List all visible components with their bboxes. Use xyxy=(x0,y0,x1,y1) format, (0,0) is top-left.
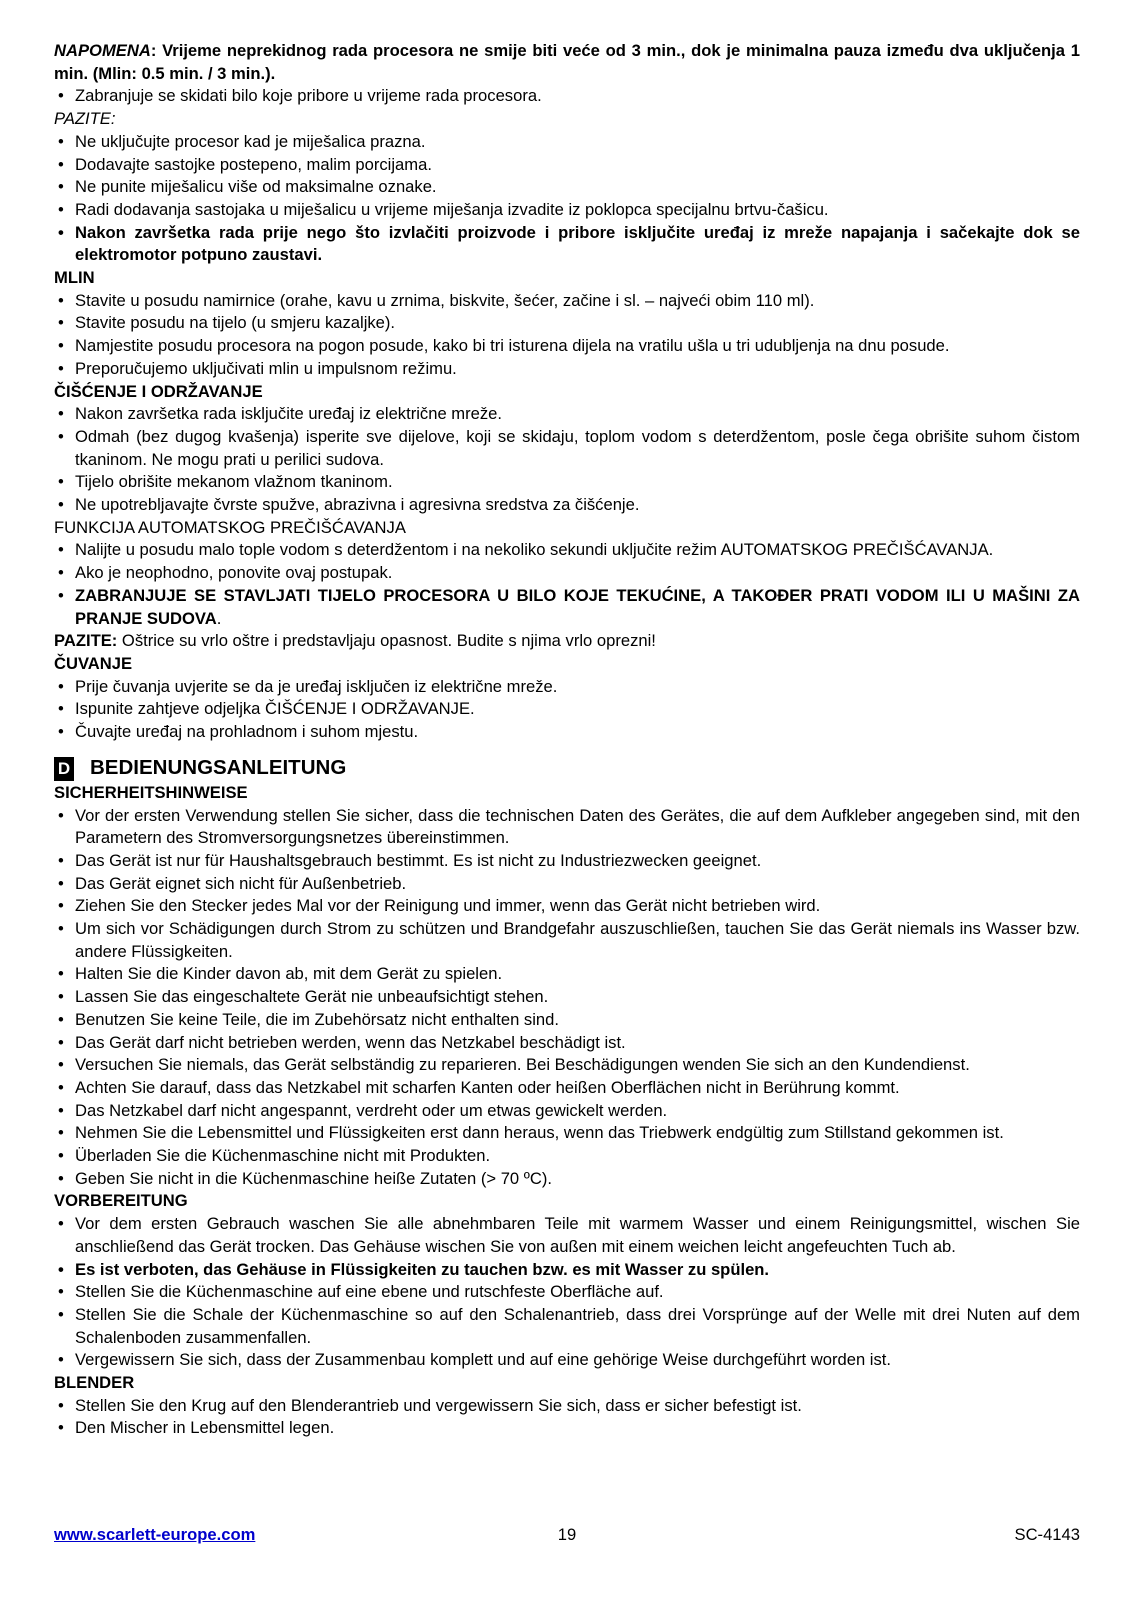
ciscenje-list xyxy=(54,403,1080,517)
section-heading-mlin: MLIN xyxy=(54,268,95,288)
note-label: NAPOMENA xyxy=(54,41,151,60)
page-footer xyxy=(54,1525,1080,1547)
section-heading-auto: FUNKCIJA AUTOMATSKOG PREČIŠĆAVANJA xyxy=(54,517,406,537)
list-item: • Überladen Sie die Küchenmaschine nicht mit Produkten. xyxy=(54,1145,1080,1168)
list-item: • Vor dem ersten Gebrauch waschen Sie alle abnehmbaren Teile mit warmem Wasser und einem Reinigungsmittel, wischen Sie anschließend das Gerät trocken. Das Gehäuse wischen Sie von außen mit einem weichen leicht angefeuchten Tuch ab. xyxy=(54,1213,1080,1258)
vorbereitung-list xyxy=(54,1213,1080,1372)
pazite-blades-text: Oštrice su vrlo oštre i predstavljaju opasnost. Budite s njima vrlo oprezni! xyxy=(117,631,656,651)
list-item: • Das Gerät eignet sich nicht für Außenbetrieb. xyxy=(54,873,1080,896)
note-text: : Vrijeme neprekidnog rada procesora ne smije biti veće od 3 min., dok je minimalna pauza između dva uključenja 1 min. (Mlin: 0.5 min. / 3 min.). xyxy=(54,41,1080,83)
list-item: • Lassen Sie das eingeschaltete Gerät nie unbeaufsichtigt stehen. xyxy=(54,986,1080,1009)
list-item: • Den Mischer in Lebensmittel legen. xyxy=(54,1417,1080,1440)
language-section-title: BEDIENUNGSANLEITUNG xyxy=(90,756,347,780)
list-item: • Das Netzkabel darf nicht angespannt, verdreht oder um etwas gewickelt werden. xyxy=(54,1100,1080,1123)
warning-end: . xyxy=(216,608,222,628)
list-item: • Stavite u posudu namirnice (orahe, kavu u zrnima, biskvite, šećer, začine i sl. – najveći obim 110 ml). xyxy=(54,290,1080,313)
list-item: • Ako je neophodno, ponovite ovaj postupak. xyxy=(54,562,1080,585)
list-item: • Benutzen Sie keine Teile, die im Zubehörsatz nicht enthalten sind. xyxy=(54,1009,1080,1032)
list-item: • Nalijte u posudu malo tople vodom s deterdžentom i na nekoliko sekundi uključite režim AUTOMATSKOG PREČIŠĆAVANJA. xyxy=(54,539,1080,562)
list-item: • Preporučujemo uključivati mlin u impulsnom režimu. xyxy=(54,358,1080,381)
list-item: • Stellen Sie den Krug auf den Blenderantrieb und vergewissern Sie sich, dass er sicher befestigt ist. xyxy=(54,1395,1080,1418)
list-item: • Stellen Sie die Schale der Küchenmaschine so auf den Schalenantrieb, dass drei Vorsprünge auf der Welle mit drei Nuten auf dem Schalenboden zusammenfallen. xyxy=(54,1304,1080,1349)
list-item: • Um sich vor Schädigungen durch Strom zu schützen und Brandgefahr auszuschließen, tauchen Sie das Gerät niemals ins Wasser bzw. andere Flüssigkeiten. xyxy=(54,918,1080,963)
language-letter-badge: D xyxy=(54,757,74,781)
list-item: • Vor der ersten Verwendung stellen Sie sicher, dass die technischen Daten des Gerätes, die auf dem Aufkleber angegeben sind, mit den Parametern des Stromversorgungsnetzes übereinstimmen. xyxy=(54,805,1080,850)
list-item: • Das Gerät ist nur für Haushaltsgebrauch bestimmt. Es ist nicht zu Industriezwecken geeignet. xyxy=(54,850,1080,873)
list-item: • Vergewissern Sie sich, dass der Zusammenbau komplett und auf eine gehörige Weise durchgeführt worden ist. xyxy=(54,1349,1080,1372)
list-item: • Prije čuvanja uvjerite se da je uređaj isključen iz električne mreže. xyxy=(54,676,1080,699)
list-item: • Namjestite posudu procesora na pogon posude, kako bi tri isturena dijela na vratilu ušla u tri udubljenja na dnu posude. xyxy=(54,335,1080,358)
section-heading-vorbereitung: VORBEREITUNG xyxy=(54,1191,188,1211)
list-item: • Ziehen Sie den Stecker jedes Mal vor der Reinigung und immer, wenn das Gerät nicht betrieben wird. xyxy=(54,895,1080,918)
website-link[interactable]: www.scarlett-europe.com xyxy=(54,1525,256,1544)
list-item: • Nehmen Sie die Lebensmittel und Flüssigkeiten erst dann heraus, wenn das Triebwerk endgültig zum Stillstand gekommen ist. xyxy=(54,1122,1080,1145)
note-paragraph xyxy=(54,40,1080,85)
list-item: • Odmah (bez dugog kvašenja) isperite sve dijelove, koji se skidaju, toplom vodom s deterdžentom, posle čega obrišite suhom čistom tkaninom. Ne mogu prati u perilici sudova. xyxy=(54,426,1080,471)
page-number: 19 xyxy=(557,1525,577,1544)
section-heading-cuvanje: ČUVANJE xyxy=(54,653,133,673)
list-item: • Es ist verboten, das Gehäuse in Flüssigkeiten zu tauchen bzw. es mit Wasser zu spülen. xyxy=(54,1259,1080,1282)
list-item: • Das Gerät darf nicht betrieben werden, wenn das Netzkabel beschädigt ist. xyxy=(54,1032,1080,1055)
list-item: • Versuchen Sie niemals, das Gerät selbständig zu reparieren. Bei Beschädigungen wenden Sie sich an den Kundendienst. xyxy=(54,1054,1080,1077)
list-item: • Ne uključujte procesor kad je miješalica prazna. xyxy=(54,131,1080,154)
document-page xyxy=(54,40,1080,1440)
pazite-label: PAZITE: xyxy=(54,109,116,129)
list-item: • Ne upotrebljavajte čvrste spužve, abrazivna i agresivna sredstva za čišćenje. xyxy=(54,494,1080,517)
list-item: • Nakon završetka rada isključite uređaj iz električne mreže. xyxy=(54,403,1080,426)
pazite-list xyxy=(54,131,1080,267)
auto-list xyxy=(54,539,1080,630)
list-item: • Tijelo obrišite mekanom vlažnom tkaninom. xyxy=(54,471,1080,494)
list-item: • Zabranjuje se skidati bilo koje pribore u vrijeme rada procesora. xyxy=(54,85,1080,108)
list-item-warning xyxy=(54,585,1080,630)
pazite-blades-paragraph xyxy=(54,630,1080,653)
list-item: • Stellen Sie die Küchenmaschine auf eine ebene und rutschfeste Oberfläche auf. xyxy=(54,1281,1080,1304)
section-heading-ciscenje: ČIŠĆENJE I ODRŽAVANJE xyxy=(54,381,263,401)
list-item: • Halten Sie die Kinder davon ab, mit dem Gerät zu spielen. xyxy=(54,963,1080,986)
list-item: • Nakon završetka rada prije nego što izvlačiti proizvode i pribore isključite uređaj iz mreže napajanja i sačekajte dok se elektromotor potpuno zaustavi. xyxy=(54,222,1080,267)
cuvanje-list xyxy=(54,676,1080,744)
list-item: • Stavite posudu na tijelo (u smjeru kazaljke). xyxy=(54,312,1080,335)
list-item: • Radi dodavanja sastojaka u miješalicu u vrijeme miješanja izvadite iz poklopca specijalnu brtvu-čašicu. xyxy=(54,199,1080,222)
sicherheit-list xyxy=(54,805,1080,1191)
list-item: • Ispunite zahtjeve odjeljka ČIŠĆENJE I ODRŽAVANJE. xyxy=(54,698,1080,721)
warning-bold-text: ZABRANJUJE SE STAVLJATI TIJELO PROCESORA U BILO KOJE TEKUĆINE, A TAKOĐER PRATI VODOM ILI U MAŠINI ZA PRANJE SUDOVA xyxy=(75,585,1080,628)
list-item: • Geben Sie nicht in die Küchenmaschine heiße Zutaten (> 70 ºC). xyxy=(54,1168,1080,1191)
section-heading-blender: BLENDER xyxy=(54,1373,135,1393)
language-section-header xyxy=(54,756,1080,782)
hr-top-list xyxy=(54,85,1080,108)
list-item: • Ne punite miješalicu više od maksimalne oznake. xyxy=(54,176,1080,199)
model-number: SC-4143 xyxy=(1014,1525,1080,1544)
list-item: • Achten Sie darauf, dass das Netzkabel mit scharfen Kanten oder heißen Oberflächen nicht in Berührung kommt. xyxy=(54,1077,1080,1100)
blender-list xyxy=(54,1395,1080,1440)
section-heading-sicherheit: SICHERHEITSHINWEISE xyxy=(54,782,248,802)
list-item: • Dodavajte sastojke postepeno, malim porcijama. xyxy=(54,154,1080,177)
list-item: • Čuvajte uređaj na prohladnom i suhom mjestu. xyxy=(54,721,1080,744)
pazite-blades-label: PAZITE: xyxy=(54,631,118,651)
mlin-list xyxy=(54,290,1080,381)
